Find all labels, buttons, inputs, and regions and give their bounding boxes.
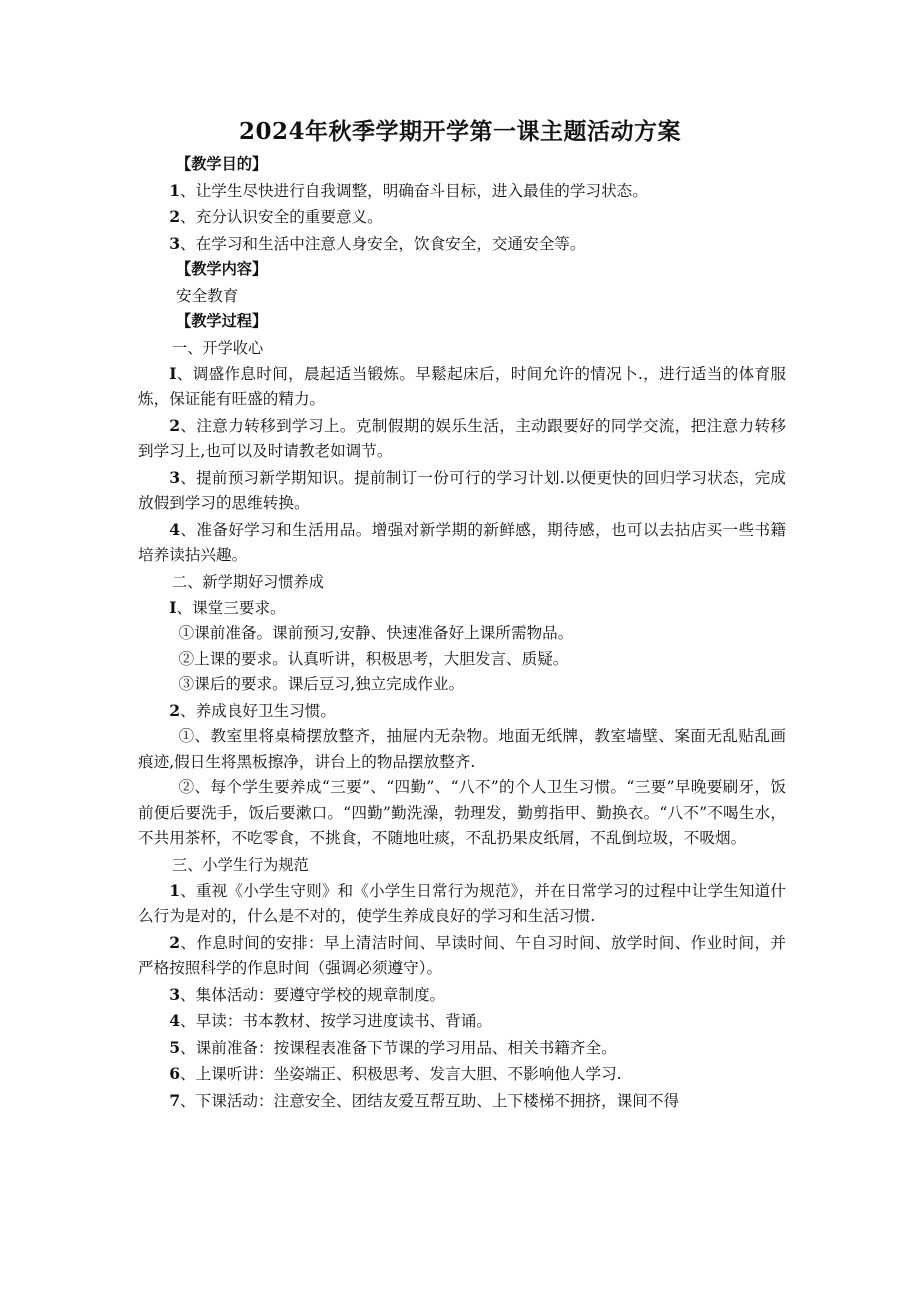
section-heading-objective: 【教学目的】 bbox=[176, 155, 268, 173]
process-paragraph bbox=[138, 1061, 786, 1088]
paragraph-text: 、在学习和生活中注意人身安全，饮食安全，交通安全等。 bbox=[180, 234, 586, 253]
paragraph-text: 、作息时间的安排：早上清洁时间、早读时间、午自习时间、放学时间、作业时间，并严格按照科学的作息时间（强调必须遵守）。 bbox=[138, 933, 786, 977]
paragraph-number: 7 bbox=[169, 1090, 181, 1110]
paragraph-text: 、注意力转移到学习上。克制假期的娱乐生活，主动跟要好的同学交流，把注意力转移到学习上,也可以及时请教老如调节。 bbox=[138, 416, 786, 460]
paragraph-number: 6 bbox=[169, 1064, 181, 1083]
paragraph-text: ③课后的要求。课后豆习,独立完成作业。 bbox=[178, 675, 465, 693]
process-paragraph bbox=[138, 517, 786, 569]
process-paragraph bbox=[138, 413, 786, 465]
process-section-title: 二、新学期好习惯养成 bbox=[172, 572, 324, 591]
process-paragraph bbox=[138, 1088, 786, 1115]
process-paragraph bbox=[138, 672, 786, 698]
process-paragraph bbox=[138, 361, 786, 413]
paragraph-text: ①、教室里将桌椅摆放整齐，抽屉内无杂物。地面无纸牌，教室墙壁、案面无乱贴乱画痕迹,假日生将黑板擦净，讲台上的物品摆放整齐. bbox=[138, 727, 786, 771]
process-paragraph bbox=[138, 724, 786, 775]
paragraph-number: 4 bbox=[169, 519, 181, 539]
paragraph-text: 、下课活动：注意安全、团结友爱互帮互助、上下楼梯不拥挤，课间不得 bbox=[180, 1091, 680, 1110]
paragraph-number: 2 bbox=[169, 700, 181, 720]
process-section-title: 一、开学收心 bbox=[172, 338, 264, 357]
paragraph-text: 、课前准备：按课程表准备下节课的学习用品、相关书籍齐全。 bbox=[180, 1038, 617, 1057]
paragraph-number: 2 bbox=[169, 415, 181, 435]
paragraph-number: 4 bbox=[169, 1011, 181, 1030]
paragraph-number: 3 bbox=[169, 984, 181, 1004]
process-paragraph bbox=[138, 647, 786, 673]
process-section-title: 三、小学生行为规范 bbox=[172, 855, 309, 874]
paragraph-text: 、充分认识安全的重要意义。 bbox=[180, 208, 383, 226]
process-paragraph bbox=[138, 878, 786, 930]
paragraph-number: 3 bbox=[169, 233, 181, 253]
objective-item bbox=[138, 231, 786, 258]
process-paragraph bbox=[138, 775, 786, 852]
section-heading-process: 【教学过程】 bbox=[176, 312, 268, 330]
process-paragraph bbox=[138, 595, 786, 622]
paragraph-text: 、调盛作息时间，晨起适当锻炼。早鬆起床后，时间允许的情况卜.，进行适当的体育服炼，保证能有旺盛的精力。 bbox=[138, 364, 786, 408]
objective-item bbox=[138, 178, 786, 205]
objective-item bbox=[138, 204, 786, 231]
paragraph-text: 、集体活动：要遵守学校的规章制度。 bbox=[180, 985, 446, 1004]
process-paragraph bbox=[138, 698, 786, 725]
paragraph-text: ②、每个学生要养成“三要”、“四勤”、“八不”的个人卫生习惯。“三要”早晚要刷牙，饭前便后要洗手，饭后要漱口。“四勤”勤洗澡，勃理发，勤剪指甲、勤换衣。“八不”不喝生水，不共用茶杯，不吃零食，不挑食，不随地吐痰，不乱扔果皮纸屑，不乱倒垃圾，不吸烟。 bbox=[138, 778, 786, 847]
process-paragraph bbox=[138, 1008, 786, 1035]
paragraph-number: 2 bbox=[169, 932, 181, 952]
paragraph-number: I bbox=[169, 363, 177, 383]
process-paragraph bbox=[138, 621, 786, 647]
paragraph-number: I bbox=[169, 597, 177, 617]
paragraph-text: 、上课听讲：坐姿端正、积极思考、发言大胆、不影响他人学习. bbox=[180, 1065, 622, 1083]
process-paragraph bbox=[138, 982, 786, 1009]
paragraph-text: 、早读：书本教材、按学习进度读书、背诵。 bbox=[180, 1012, 492, 1030]
paragraph-text: 、养成良好卫生习惯。 bbox=[180, 701, 336, 720]
paragraph-text: ②上课的要求。认真听讲，积极思考，大胆发言、质疑。 bbox=[178, 649, 569, 668]
paragraph-number: 2 bbox=[169, 207, 181, 226]
process-paragraph bbox=[138, 930, 786, 982]
document-body bbox=[138, 152, 786, 1114]
paragraph-text: 、课堂三要求。 bbox=[176, 598, 286, 617]
content-text: 安全教育 bbox=[176, 286, 239, 305]
paragraph-text: 、让学生尽快进行自我调整，明确奋斗目标，进入最佳的学习状态。 bbox=[180, 181, 648, 200]
paragraph-number: 3 bbox=[169, 467, 181, 487]
process-paragraph bbox=[138, 1035, 786, 1062]
process-sections bbox=[138, 335, 786, 1115]
paragraph-number: 1 bbox=[169, 180, 181, 200]
section-heading-content: 【教学内容】 bbox=[176, 260, 268, 278]
paragraph-text: 、重视《小学生守则》和《小学生日常行为规范》，并在日常学习的过程中让学生知道什么行为是对的，什么是不对的，使学生养成良好的学习和生活习惯. bbox=[138, 881, 786, 925]
paragraph-number: 5 bbox=[169, 1037, 181, 1057]
paragraph-number: 1 bbox=[169, 880, 181, 900]
document-title: 2024年秋季学期开学第一课主题活动方案 bbox=[238, 118, 681, 145]
paragraph-text: 、提前预习新学期知识。提前制订一份可行的学习计划.以便更快的回归学习状态，完成放假到学习的思维转换。 bbox=[138, 468, 786, 512]
process-paragraph bbox=[138, 465, 786, 517]
objective-list bbox=[138, 178, 786, 258]
paragraph-text: ①课前准备。课前预习,安静、快速准备好上课所需物品。 bbox=[178, 624, 574, 642]
paragraph-text: 、准备好学习和生活用品。增强对新学期的新鲜感，期待感，也可以去拈店买一些书籍培养读拈兴趣。 bbox=[138, 520, 786, 564]
